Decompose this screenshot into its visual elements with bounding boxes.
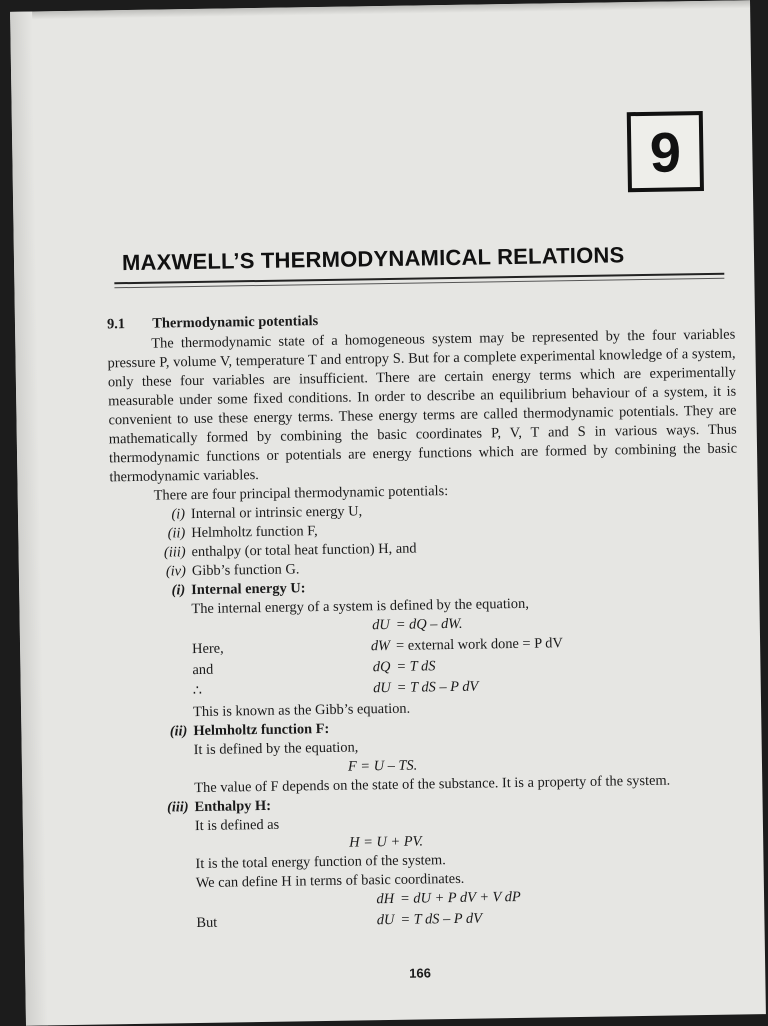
list-item: (i) Internal or intrinsic energy U, [171,503,363,523]
intro-paragraph: The thermodynamic state of a homogeneous system may be represented by the four variables pressure P, volume V, temperature T and entropy S. But for a complete experimental knowledge of a system, only these four variables are insufficient. There are certain energy terms which are experimentally measurable under some fixed conditions. In order to describe an equilibrium behaviour of a system, it is convenient to use these energy terms. These energy terms are called thermodynamic potentials. They are mathematically formed by combining the basic coordinates P, V, T and S in various ways. Thus thermodynamic functions or potentials are energy functions which are formed by combining the basic thermodynamic variables. [107,326,738,486]
helmholtz-note: The value of F depends on the state of the substance. It is a property of the system. [194,772,671,797]
list-item: (ii) Helmholtz function F, [167,523,318,542]
chapter-number-box [627,111,704,192]
equation-row: ∴ dU = T dS – P dV [192,678,479,700]
page-number: 166 [409,965,432,981]
list-item: (iii) enthalpy (or total heat function) H, and [163,540,417,561]
page-body [107,306,745,937]
page-binding-shadow [10,12,48,1026]
potentials-intro: There are four principal thermodynamic potentials: [153,483,449,504]
subsection-heading-internal-energy: (i) Internal energy U: [171,580,306,599]
list-item: (iv) Gibb’s function G. [165,561,300,580]
helmholtz-equation: F = U – TS. [347,757,418,775]
helmholtz-intro: It is defined by the equation, [193,739,359,759]
section-number: 9.1 [106,316,126,333]
equation-row: Here, dW = external work done = P dV [191,635,563,658]
enthalpy-equation: H = U + PV. [349,833,424,851]
potentials-list [110,497,739,583]
equation-row: dU = dQ – dW. [372,615,463,634]
section-title: Thermodynamic potentials [152,313,319,332]
enthalpy-intro: It is defined as [194,816,280,835]
equation-row: But dU = T dS – P dV [196,910,483,932]
page-top-edge [10,0,750,20]
chapter-title: MAXWELL’S THERMODYNAMICAL RELATIONS [121,242,625,276]
subsection-heading-enthalpy: (iii) Enthalpy H: [166,797,272,816]
equation-row: dH = dU + P dV + V dP [376,888,521,908]
internal-energy-intro: The internal energy of a system is defined by the equation, [191,595,529,618]
gibbs-equation-note: This is known as the Gibb’s equation. [192,700,411,721]
equation-row: and dQ = T dS [192,658,436,679]
book-page [10,0,766,1025]
chapter-number: 9 [649,119,682,184]
subsection-heading-helmholtz: (ii) Helmholtz function F: [169,720,330,740]
enthalpy-note-1: It is the total energy function of the system. [195,852,446,873]
enthalpy-note-2: We can define H in terms of basic coordinates. [195,870,465,892]
